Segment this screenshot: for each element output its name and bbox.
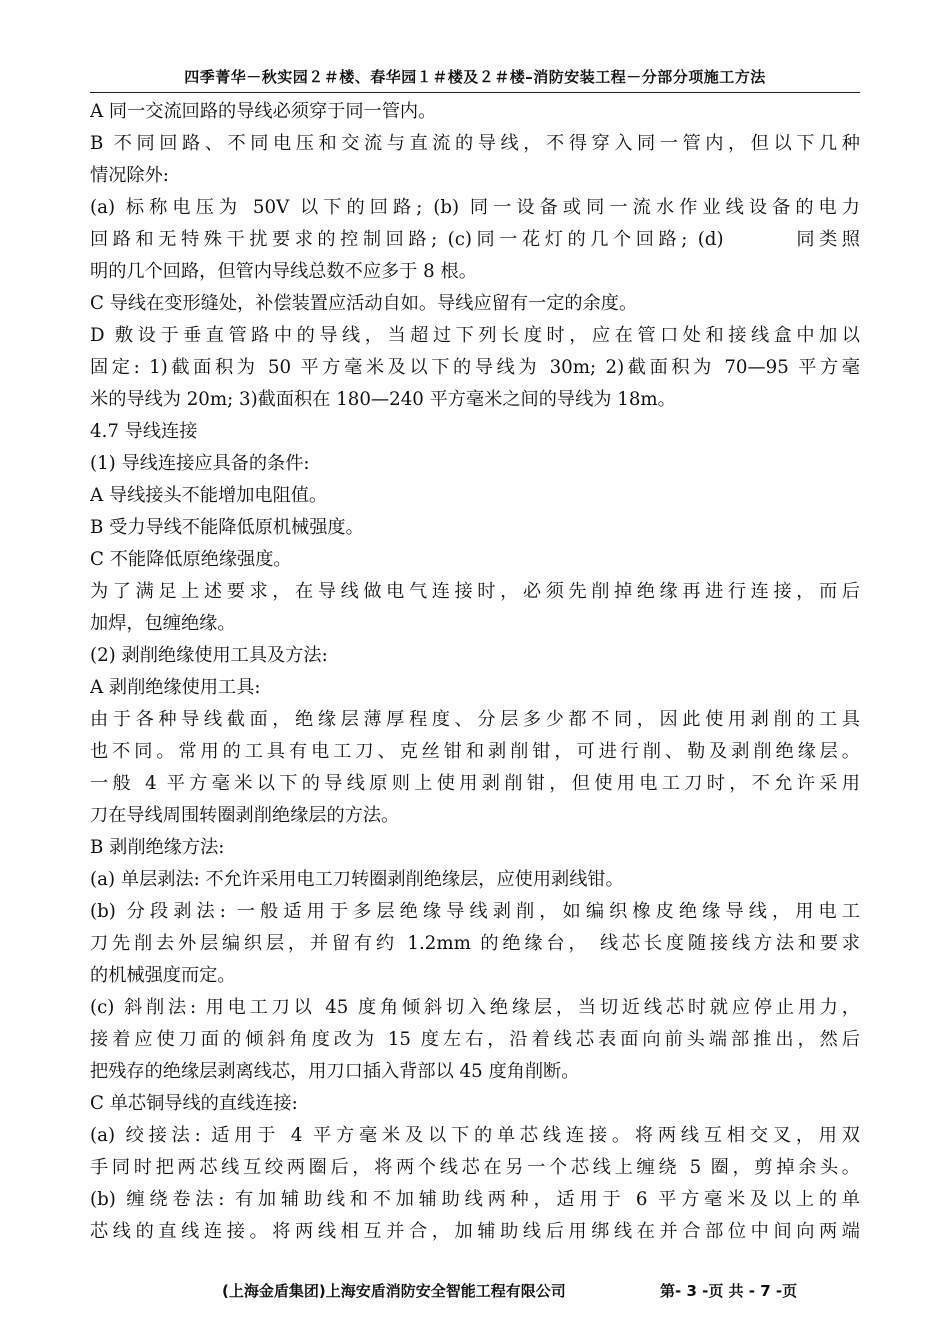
- text-line: 刀先削去外层编织层，并留有约 1.2mm 的绝缘台， 线芯长度随接线方法和要求: [90, 933, 860, 954]
- text-line: (b) 缠绕卷法: 有加辅助线和不加辅助线两种，适用于 6 平方毫米及以上的单: [90, 1189, 860, 1210]
- section-heading: 4.7 导线连接: [90, 421, 198, 442]
- text-line: (2) 剥削绝缘使用工具及方法:: [90, 645, 328, 666]
- text-line: 手同时把两芯线互绞两圈后，将两个线芯在另一个芯线上缠绕 5 圈，剪掉余头。: [90, 1157, 860, 1178]
- text-line: 一般 4 平方毫米以下的导线原则上使用剥削钳，但使用电工刀时，不允许采用: [90, 773, 860, 794]
- text-line: (a) 绞接法: 适用于 4 平方毫米及以下的单芯线连接。将两线互相交叉，用双: [90, 1125, 860, 1146]
- text-line: (a) 标称电压为 50V 以下的回路; (b) 同一设备或同一流水作业线设备的电力: [90, 197, 860, 218]
- text-line: A 同一交流回路的导线必须穿于同一管内。: [90, 101, 437, 122]
- text-line: 加焊，包缠绝缘。: [90, 613, 236, 634]
- text-line: 米的导线为 20m; 3)截面积在 180—240 平方毫米之间的导线为 18m。: [90, 389, 676, 410]
- text-line: B 受力导线不能降低原机械强度。: [90, 517, 364, 538]
- text-line: 明的几个回路，但管内导线总数不应多于 8 根。: [90, 261, 477, 282]
- text-line: (a) 单层剥法: 不允许采用电工刀转圈剥削绝缘层，应使用剥线钳。: [90, 869, 624, 890]
- text-line: 的机械强度而定。: [90, 965, 236, 986]
- text-line: 回路和无特殊干扰要求的控制回路; (c)同一花灯的几个回路; (d) 同类照: [90, 229, 860, 250]
- text-line: A 剥削绝缘使用工具:: [90, 677, 261, 698]
- text-line: 由于各种导线截面，绝缘层薄厚程度、分层多少都不同，因此使用剥削的工具: [90, 709, 860, 730]
- text-line: C 单芯铜导线的直线连接:: [90, 1093, 298, 1114]
- text-line: A 导线接头不能增加电阻值。: [90, 485, 328, 506]
- page-header: 四季菁华－秋实园２＃楼、春华园１＃楼及２＃楼–消防安装工程－分部分项施工方法: [184, 68, 766, 86]
- header-divider: [90, 92, 860, 93]
- page-number: 第- 3 -页 共 - 7 -页: [660, 1282, 798, 1300]
- text-line: (b) 分段剥法: 一般适用于多层绝缘导线剥削，如编织橡皮绝缘导线，用电工: [90, 901, 860, 922]
- text-line: 刀在导线周围转圈剥削绝缘层的方法。: [90, 805, 400, 826]
- text-line: B 不同回路、不同电压和交流与直流的导线，不得穿入同一管内，但以下几种: [90, 133, 860, 154]
- text-line: 情况除外:: [90, 165, 169, 186]
- text-line: 芯线的直线连接。将两线相互并合，加辅助线后用绑线在并合部位中间向两端: [90, 1221, 860, 1242]
- text-line: C 导线在变形缝处，补偿装置应活动自如。导线应留有一定的余度。: [90, 293, 638, 314]
- document-body: [90, 96, 860, 1248]
- text-line: 固定: 1)截面积为 50 平方毫米及以下的导线为 30m; 2)截面积为 70—95 平方毫: [90, 357, 860, 378]
- text-line: B 剥削绝缘方法:: [90, 837, 225, 858]
- text-line: D 敷设于垂直管路中的导线，当超过下列长度时，应在管口处和接线盒中加以: [90, 325, 860, 346]
- text-line: 把残存的绝缘层剥离线芯，用刀口插入背部以 45 度角削断。: [90, 1061, 580, 1082]
- text-line: 接着应使刀面的倾斜角度改为 15 度左右，沿着线芯表面向前头端部推出，然后: [90, 1029, 860, 1050]
- footer-company: (上海金盾集团)上海安盾消防安全智能工程有限公司: [222, 1282, 566, 1300]
- text-line: 也不同。常用的工具有电工刀、克丝钳和剥削钳，可进行削、勒及剥削绝缘层。: [90, 741, 860, 762]
- text-line: 为了满足上述要求，在导线做电气连接时，必须先削掉绝缘再进行连接，而后: [90, 581, 860, 602]
- text-line: (1) 导线连接应具备的条件:: [90, 453, 310, 474]
- text-line: C 不能降低原绝缘强度。: [90, 549, 292, 570]
- text-line: (c) 斜削法: 用电工刀以 45 度角倾斜切入绝缘层，当切近线芯时就应停止用力，: [90, 997, 860, 1018]
